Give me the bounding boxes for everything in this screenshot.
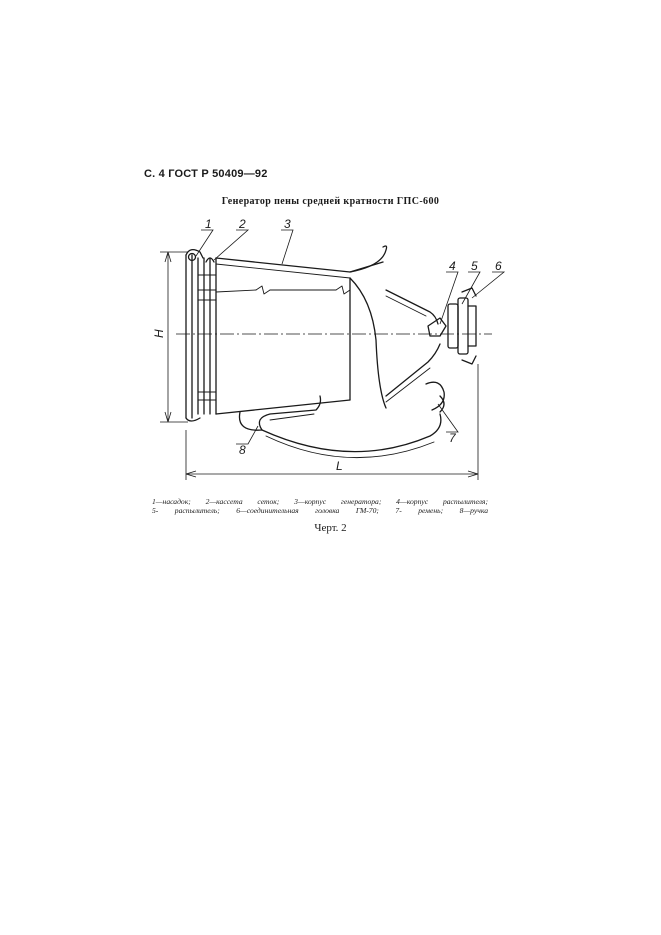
callout-6: 6 bbox=[495, 259, 502, 273]
caption-line-1: 1—насадок; 2—кассета сеток; 3—корпус генератора; 4—корпус распылителя; bbox=[152, 497, 488, 506]
dimension-h-label: H bbox=[152, 329, 166, 338]
figure-number: Черт. 2 bbox=[314, 522, 347, 534]
dimension-l-label: L bbox=[336, 459, 343, 473]
page-header: С. 4 ГОСТ Р 50409—92 bbox=[144, 168, 268, 180]
callout-1: 1 bbox=[205, 217, 212, 231]
callout-8: 8 bbox=[239, 443, 246, 457]
figure-title: Генератор пены средней кратности ГПС-600 bbox=[221, 196, 440, 207]
callout-2: 2 bbox=[239, 217, 246, 231]
callout-7: 7 bbox=[449, 431, 456, 445]
callout-3: 3 bbox=[284, 217, 291, 231]
caption-line-2: 5- распылитель; 6—соединительная головка ГМ-70; 7- ремень; 8—ручка bbox=[152, 506, 488, 515]
callout-5: 5 bbox=[471, 259, 478, 273]
figure-caption bbox=[152, 497, 488, 515]
callout-4: 4 bbox=[449, 259, 456, 273]
